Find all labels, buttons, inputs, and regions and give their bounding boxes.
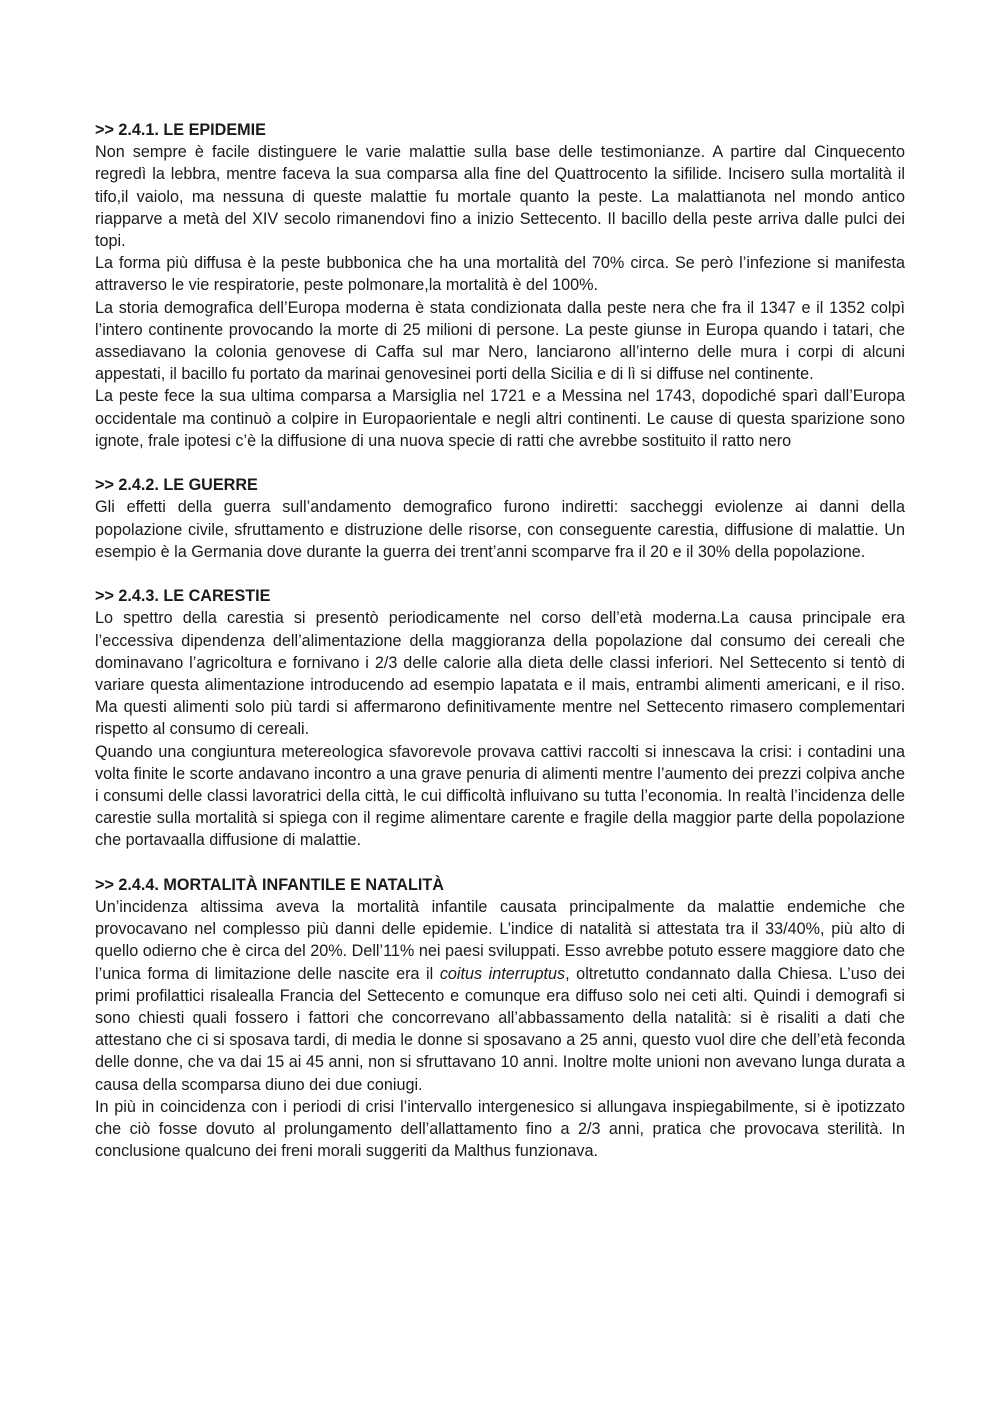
paragraph: In più in coincidenza con i periodi di crisi l’intervallo intergenesico si allungava inspiegabilmente, si è ipotizzato che ciò fosse dovuto al prolungamento dell’allattamento fino a 2/3 anni, pratica che provocava sterilità. In conclusione qualcuno dei freni morali suggeriti da Malthus funzionava. [95,1097,905,1161]
paragraph: Quando una congiuntura metereologica sfavorevole provava cattivi raccolti si innescava la crisi: i contadini una volta finite le scorte andavano incontro a una grave penuria di alimenti mentre l’aumento dei prezzi colpiva anche i consumi delle classi lavoratrici della città, le cui difficoltà influivano su tutta l’economia. In realtà l’incidenza delle carestie sulla mortalità si spiega con il regime alimentare carente e fragile della maggior parte della popolazione che portavaalla diffusione di malattie. [95,742,905,850]
paragraph: Lo spettro della carestia si presentò periodicamente nel corso dell’età moderna.La causa principale era l’eccessiva dipendenza dell’alimentazione della maggioranza della popolazione dal consumo dei cereali che dominavano l’agricoltura e fornivano i 2/3 delle calorie alla dieta delle classi inferiori. Nel Settecento si tentò di variare questa alimentazione introducendo ad esempio lapatata e il mais, entrambi alimenti americani, e il riso. Ma questi alimenti solo più tardi si affermarono definitivamente mentre nel Settecento rimasero complementari rispetto al consumo di cereali. [95,609,905,739]
section-guerre [95,474,905,563]
paragraph: La peste fece la sua ultima comparsa a Marsiglia nel 1721 e a Messina nel 1743, dopodiché sparì dall’Europa occidentale ma continuò a colpire in Europaorientale e negli altri continenti. Le cause di questa sparizione sono ignote, frale ipotesi c’è la diffusione di una nuova specie di ratti che avrebbe sostituito il ratto nero [95,387,905,450]
paragraph-text: , oltretutto condannato dalla Chiesa. L’uso dei primi profilattici risalealla Francia del Settecento e comunque era diffuso solo nei ceti alti. Quindi i demografi si sono chiesti quali fossero i fattori che concorrevano all’abbassamento della natalità: si è risaliti a dati che attestano che ci si sposava tardi, di media le donne si sposavano a 25 anni, questo vuol dire che dell’età feconda delle donne, che va dai 15 ai 45 anni, non si sfruttavano 10 anni. Inoltre molte unioni non avevano lunga durata a causa della scomparsa diuno dei due coniugi. [95,964,906,1094]
section-carestie [95,585,905,851]
paragraph: Non sempre è facile distinguere le varie malattie sulla base delle testimonianze. A partire dal Cinquecento regredì la lebbra, mentre faceva la sua comparsa alla fine del Quattrocento la sifilide. Incisero sulla mortalità il tifo,il vaiolo, ma nessuna di queste malattie fu mortale quanto la peste. La malattianota nel mondo antico riapparve a metà del XIV secolo rimanendovi fino a inizio Settecento. Il bacillo della peste arriva dalle pulci dei topi. [95,143,905,251]
paragraph: Gli effetti della guerra sull’andamento demografico furono indiretti: saccheggi eviolenze ai danni della popolazione civile, sfruttamento e distruzione delle risorse, con conseguente carestia, diffusione di malattie. Un esempio è la Germania dove durante la guerra dei trent’anni scomparve fra il 20 e il 30% della popolazione. [95,498,905,561]
paragraph [95,896,905,1096]
section-heading: >> 2.4.1. LE EPIDEMIE [95,121,266,139]
italic-term: coitus interruptus [439,964,566,983]
section-epidemie [95,119,905,452]
section-mortalita-natalita [95,874,905,1163]
section-heading: >> 2.4.2. LE GUERRE [95,476,258,495]
paragraph: La forma più diffusa è la peste bubbonica che ha una mortalità del 70% circa. Se però l’infezione si manifesta attraverso le vie respiratorie, peste polmonare,la mortalità è del 100%. [95,254,905,295]
section-heading: >> 2.4.3. LE CARESTIE [95,587,271,606]
paragraph: La storia demografica dell’Europa moderna è stata condizionata dalla peste nera che fra il 1347 e il 1352 colpì l’intero continente provocando la morte di 25 milioni di persone. La peste giunse in Europa quando i tatari, che assediavano la colonia genovese di Caffa sul mar Nero, lanciarono all’interno delle mura i corpi di alcuni appestati, il bacillo fu portato da marinai genovesinei porti della Sicilia e di lì si diffuse nel continente. [95,298,905,384]
paragraph-text: Un’incidenza altissima aveva la mortalità infantile causata principalmente da malattie endemiche che provocavano nel complesso più danni delle epidemie. L’indice di natalità si attestata tra il 33/40%, più alto di quello odierno che è circa del 20%. Dell’11% nei paesi sviluppati. Esso avrebbe potuto essere maggiore dato che l’unica forma di limitazione delle nascite era il [95,898,905,983]
section-heading: >> 2.4.4. MORTALITÀ INFANTILE E NATALITÀ [95,875,444,894]
document-page [95,119,905,1185]
